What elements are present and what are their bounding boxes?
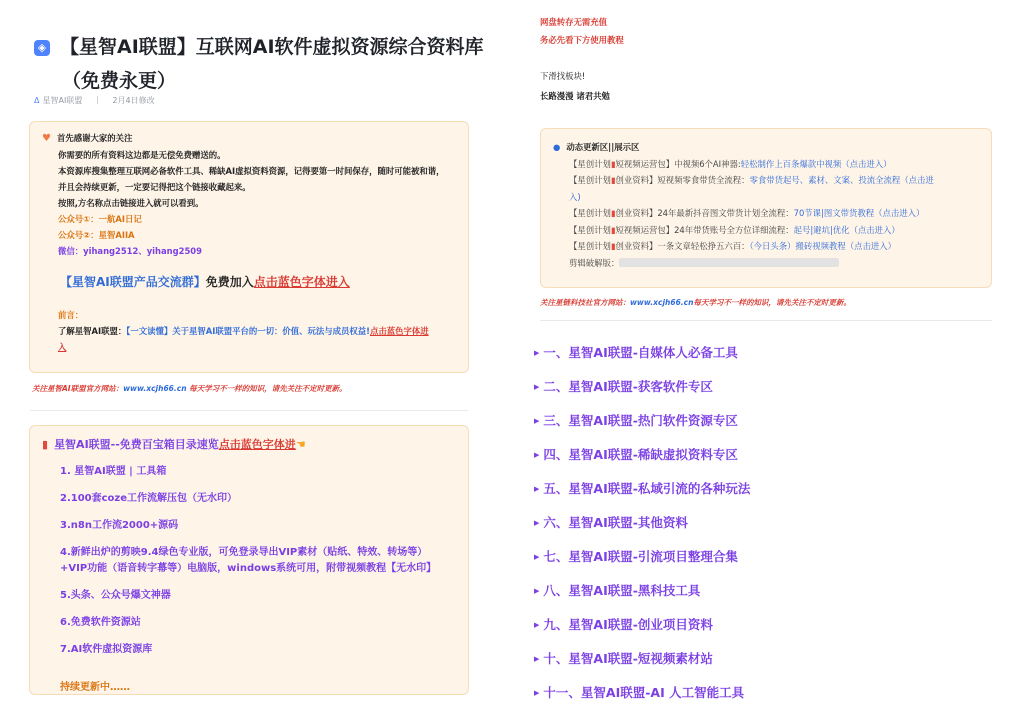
list-item[interactable]: 5.头条、公众号爆文神器 (60, 590, 171, 601)
updates-callout: ● 动态更新区||展示区 【星创计划▮短视频运营包】中视频6个AI神器:轻松制作上百条爆款中视频（点击进入） 【星创计划▮创业资料】短视频零食带货全流程：零食带货起号、素材、文案、投流全流程（点击进 入) 【星创计划▮创业资料】24年最新抖音图文带货计划全流程：70节课|图文带货教程（点击进入） 【星创计划▮短视频运营包】24年带货账号全方位详细流程：起号|避坑|优化（点击进入） 【星创计划▮创业资料】一条文章轻松挣五六百：（今日头条）搬砖视频教程（点击进入） 剪辑破解版： (540, 128, 992, 288)
triangle-right-icon: ▶ (534, 349, 540, 357)
section-link[interactable]: ▶ 六、星智AI联盟-其他资料 (534, 515, 688, 530)
blurred-link (619, 258, 839, 267)
section-link[interactable]: ▶ 十、星智AI联盟-短视频素材站 (534, 651, 713, 666)
gift-icon: ▮ (610, 158, 616, 169)
divider (540, 320, 992, 321)
cube-icon: ◈ (34, 40, 50, 56)
join-group: 【星智AI联盟产品交流群】免费加入点击蓝色字体进入 (60, 275, 350, 289)
divider (30, 410, 468, 411)
triangle-right-icon: ▶ (534, 383, 540, 391)
triangle-right-icon: ▶ (534, 621, 540, 629)
gift-icon: ▮ (610, 175, 616, 185)
join-link[interactable]: 点击蓝色字体进入 (253, 275, 350, 289)
list-item[interactable]: +VIP功能（语音转字幕等）电脑版，windows系统可用，附带视频教程【无水印】 (60, 563, 437, 574)
top-notes: 网盘转存无需充值 务必先看下方使用教程 下滑找板块! 长路漫漫 诸君共勉 (540, 17, 624, 101)
triangle-right-icon: ▶ (534, 587, 540, 595)
about-link[interactable]: 【一文读懂】关于星智AI联盟平台的一切：价值、玩法与成员权益! (126, 326, 370, 336)
gift-icon: ▮ (610, 241, 616, 251)
list-item[interactable]: 7.AI软件虚拟资源库 (60, 644, 153, 655)
about-line: 了解星智AI联盟：【一文读懂】关于星智AI联盟平台的一切：价值、玩法与成员权益!点击蓝色字体进 (58, 326, 429, 336)
triangle-right-icon: ▶ (534, 553, 540, 561)
list-item[interactable]: 2.100套coze工作流解压包（无水印） (60, 493, 238, 504)
update-note: 持续更新中…… (60, 682, 130, 693)
website-link[interactable]: www.xcjh66.cn (123, 384, 187, 393)
modified-date: 2月4日修改 (112, 96, 155, 105)
document-meta (34, 95, 155, 106)
left-page (22, 0, 482, 721)
list-item[interactable]: 1. 星智AI联盟 | 工具箱 (60, 466, 167, 477)
section-link[interactable]: ▶ 四、星智AI联盟-稀缺虚拟资料专区 (534, 447, 738, 462)
intro-callout: ♥ 首先感谢大家的关注 你需要的所有资料这边都是无偿免费赠送的。 本资源库搜集整理互联网必备软件工具、稀缺AI虚拟资料资源，记得要第一时间保存，随时可能被和谐， 并且会持续更新，一定要记得把这个链接收藏起来。 按照,方名称点击链接进入就可以看到。 公众号①：一航AI日记 公众号②：星智AIIA 微信：yihang2512、yihang2509 【星智AI联盟产品交流群】免费加入点击蓝色字体进入 前言： 了解星智AI联盟：【一文读懂】关于星智AI联盟平台的一切：价值、玩法与成员权益!点击蓝色字体进 入 (29, 121, 469, 373)
section-link[interactable]: ▶ 三、星智AI联盟-热门软件资源专区 (534, 413, 738, 428)
right-page (528, 0, 998, 721)
update-item[interactable]: 【星创计划▮创业资料】短视频零食带货全流程：零食带货起号、素材、文案、投流全流程（点击进 (569, 175, 934, 185)
toolbox-link[interactable]: 点击蓝色字体进 (218, 438, 296, 451)
list-item[interactable]: 4.新鲜出炉的剪映9.4绿色专业版，可免登录导出VIP素材（贴纸、特效、转场等） (60, 547, 428, 558)
pointing-hand-icon: ☚ (295, 438, 306, 451)
document-title: ◈ 【星智AI联盟】互联网AI软件虚拟资源综合资料库 （免费永更） (34, 30, 484, 98)
list-item[interactable]: 3.n8n工作流2000+源码 (60, 520, 179, 531)
update-item[interactable]: 【星创计划▮创业资料】一条文章轻松挣五六百：（今日头条）搬砖视频教程（点击进入） (569, 241, 897, 251)
section-link[interactable]: ▶ 十一、星智AI联盟-AI 人工智能工具 (534, 685, 745, 700)
author-icon: Δ (34, 96, 40, 105)
follow-notice: 关注星链科技社官方网站：www.xcjh66.cn每天学习不一样的知识，请先关注不定时更新。 (540, 298, 851, 307)
section-link[interactable]: ▶ 九、星智AI联盟-创业项目资料 (534, 617, 713, 632)
section-link[interactable]: ▶ 二、星智AI联盟-获客软件专区 (534, 379, 713, 394)
gift-icon: ▮ (610, 208, 616, 218)
website-link[interactable]: www.xcjh66.cn (630, 298, 694, 307)
toolbox-callout: ▮ 星智AI联盟--免费百宝箱目录速览点击蓝色字体进☚ 1. 星智AI联盟 | 工具箱 2.100套coze工作流解压包（无水印） 3.n8n工作流2000+源码 4.新鲜出炉的剪映9.4绿色专业版，可免登录导出VIP素材（贴纸、特效、转场等） +VIP功能（语音转字幕等）电脑版，windows系统可用，附带视频教程【无水印】 5.头条、公众号爆文神器 6.免费软件资源站 7.AI软件虚拟资源库 持续更新中…… (29, 425, 469, 695)
gift-icon: ▮ (610, 224, 616, 235)
globe-icon: ● (553, 142, 561, 152)
author-name[interactable]: 星智AI联盟 (42, 96, 83, 105)
triangle-right-icon: ▶ (534, 519, 540, 527)
update-item-continued[interactable]: 入) (569, 191, 581, 202)
update-item[interactable]: 【星创计划▮短视频运营包】24年带货账号全方位详细流程：起号|避坑|优化（点击进入） (569, 224, 900, 235)
toolbox-list (42, 464, 456, 658)
section-link[interactable]: ▶ 八、星智AI联盟-黑科技工具 (534, 583, 701, 598)
triangle-right-icon: ▶ (534, 485, 540, 493)
follow-notice: 关注星智AI联盟官方网站：www.xcjh66.cn 每天学习不一样的知识，请先关注不定时更新。 (32, 384, 347, 393)
heart-icon: ♥ (42, 133, 51, 144)
clip-item: 剪辑破解版： (553, 255, 981, 272)
triangle-right-icon: ▶ (534, 655, 540, 663)
triangle-right-icon: ▶ (534, 451, 540, 459)
section-link[interactable]: ▶ 五、星智AI联盟-私域引流的各种玩法 (534, 481, 751, 496)
update-item[interactable]: 【星创计划▮短视频运营包】中视频6个AI神器:轻松制作上百条爆款中视频（点击进入） (569, 158, 892, 169)
update-item[interactable]: 【星创计划▮创业资料】24年最新抖音图文带货计划全流程：70节课|图文带货教程（点击进入） (569, 208, 925, 218)
list-item[interactable]: 6.免费软件资源站 (60, 617, 141, 628)
divider (97, 96, 98, 104)
section-link[interactable]: ▶ 七、星智AI联盟-引流项目整理合集 (534, 549, 738, 564)
section-menu (534, 344, 994, 718)
section-link[interactable]: ▶ 一、星智AI联盟-自媒体人必备工具 (534, 345, 738, 360)
gift-icon: ▮ (42, 438, 49, 451)
triangle-right-icon: ▶ (534, 417, 540, 425)
triangle-right-icon: ▶ (534, 689, 540, 697)
